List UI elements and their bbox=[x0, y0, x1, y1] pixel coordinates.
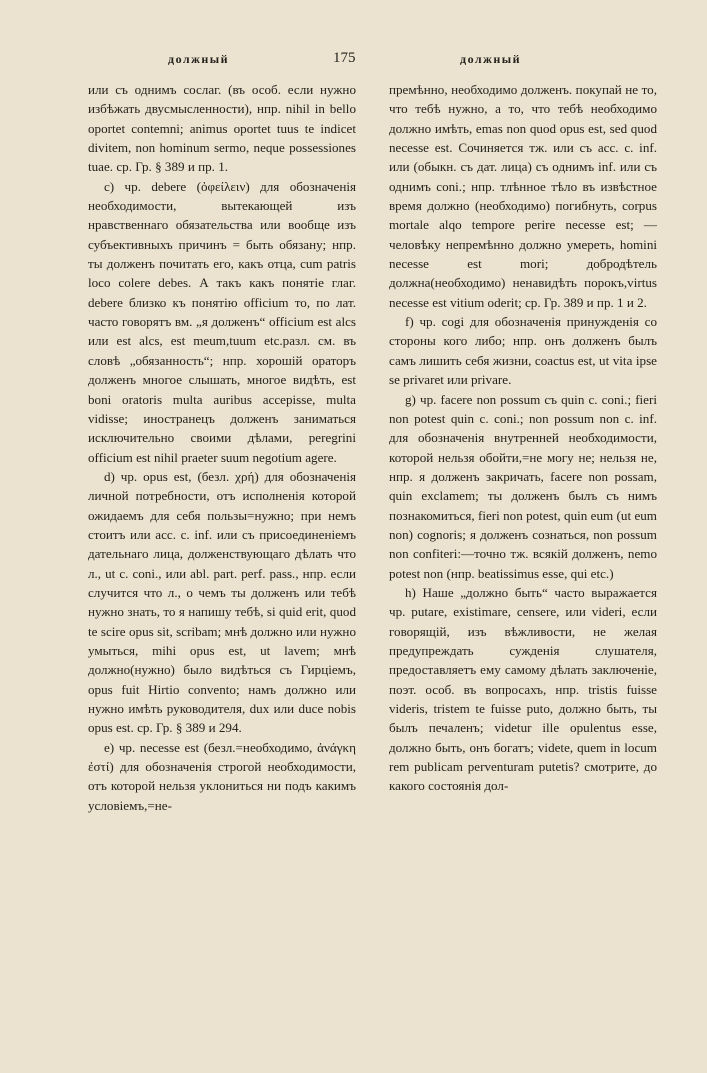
left-column bbox=[88, 80, 356, 815]
left-paragraph-4: e) чр. necesse est (безл.=необходимо, ἀνάγκη ἐστί) для обозначенія строгой необходимости, отъ которой нельзя уклониться ни подъ какимъ условіемъ,=не- bbox=[88, 739, 356, 813]
left-paragraph-2: с) чр. debere (ὀφείλειν) для обозначенія необходимости, вытекающей изъ нравственнаго обязательства или вообще изъ субъективныхъ причинъ = быть обязану; нпр. ты долженъ почитать его, какъ отца, cum patris loco colere debes. А такъ какъ понятіе глаг. debere близко къ понятію officium то, по лат. часто говорятъ вм. „я долженъ“ officium est alcs или est alcs, est meum,tuum etc.разл. см. въ словѣ „обязанность“; нпр. хорошій ораторъ долженъ многое слышать, многое видѣть, est boni oratoris multa auribus accepisse, multa vidisse; иностранецъ долженъ заниматься исключительно своими дѣлами, peregrini officium est nihil praeter suum negotium agere. bbox=[88, 178, 356, 465]
header-right-word: должный bbox=[460, 52, 522, 66]
right-paragraph-4: h) Наше „должно быть“ часто выражается чр. putare, existimare, censere, или videri, если говорящій, изъ вѣжливости, не желая предупреждать сужденія слушателя, предоставляетъ ему самому дѣлать заключеніе, поэт. особ. въ вопросахъ, нпр. tristis fuisse videris, tristem te fuisse puto, должно быть, ты былъ печаленъ; videtur ille opulentus esse, должно быть, онъ богатъ; videte, quem in locum rem publicam perventuram putetis? смотрите, до какого состоянія дол- bbox=[389, 584, 657, 794]
left-paragraph-1: или съ однимъ сослаг. (въ особ. если нужно избѣжать двусмысленности), нпр. nihil in bello oportet contemni; animus oportet tuus te indicet divitem, non hominum sermo, neque possessiones tuae. ср. Гр. § 389 и пр. 1. bbox=[88, 82, 356, 175]
running-header bbox=[0, 50, 707, 74]
right-paragraph-1: премѣнно, необходимо долженъ. покупай не то, что тебѣ нужно, а то, что тебѣ необходимо должно имѣть, emas non quod opus est, sed quod necesse est. Сочиняется тж. или съ acc. c. inf. или (обыкн. съ дат. лица) съ однимъ inf. или съ однимъ coni.; нпр. тлѣнное тѣло въ извѣстное время должно (необходимо) погибнуть, corpus mortale alqo tempore perire necesse est; —человѣку непремѣнно должно умереть, homini necesse est mori; добродѣтель должна(необходимо) ненавидѣть порокъ,virtus necesse est vitium oderit; ср. Гр. 389 и пр. 1 и 2. bbox=[389, 82, 657, 310]
right-paragraph-2: f) чр. cogi для обозначенія принужденія со стороны кого либо; нпр. онъ долженъ былъ самъ лишить себя жизни, coactus est, ut vita ipse se privaret или privare. bbox=[389, 314, 657, 388]
page-number: 175 bbox=[333, 50, 356, 66]
left-paragraph-3: d) чр. opus est, (безл. χρή) для обозначенія личной потребности, отъ исполненія которой ожидаемъ для себя пользы=нужно; при немъ стоитъ или acc. c. inf. или съ присоединеніемъ дательнаго лица, долженствующаго дѣлать что л., ut c. coni., или abl. part. perf. pass., нпр. если случится что л., о чемъ ты долженъ или тебѣ нужно знать, то я напишу тебѣ, si quid erit, quod te scire opus sit, scribam; мнѣ должно или нужно умыться, mihi opus est, ut lavem; мнѣ должно(нужно) было видѣться съ Гирціемъ, opus fuit Hirtio convento; намъ должно или нужно имѣть руководителя, dux или duce nobis opus est. ср. Гр. § 389 и 294. bbox=[88, 468, 356, 736]
header-left-word: должный bbox=[168, 52, 230, 66]
right-column bbox=[389, 80, 657, 796]
right-paragraph-3: g) чр. facere non possum съ quin c. coni.; fieri non potest quin c. coni.; non possum non c. inf. для обозначенія внутренней необходимости, которой нельзя обойти,=не могу не; нельзя не, нпр. я долженъ закричать, facere non possam, quin exclamem; ты долженъ былъ съ нимъ познакомиться, fieri non potest, quin eum (ut eum non) cognoris; я долженъ сознаться, non possum non confiteri:—точно тж. всякій долженъ, nemo potest non (нпр. beatissimus esse, qui etc.) bbox=[389, 391, 657, 581]
